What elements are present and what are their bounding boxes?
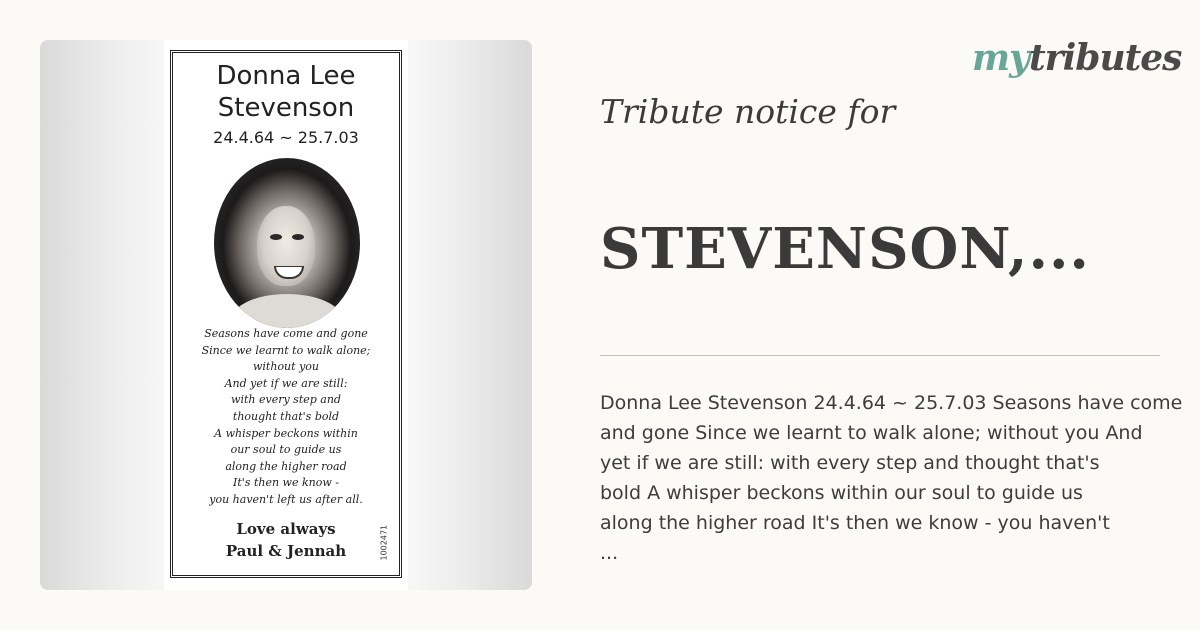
description-line: along the higher road It's then we know - you haven't bbox=[600, 512, 1110, 534]
poem-line: It's then we know - bbox=[233, 476, 339, 490]
page-title: STEVENSON,... bbox=[600, 216, 1090, 282]
description-line: bold A whisper beckons within our soul to guide us bbox=[600, 482, 1083, 504]
portrait-eye-left bbox=[270, 234, 282, 240]
portrait-eye-right bbox=[292, 234, 304, 240]
tribute-notice-kicker: Tribute notice for bbox=[600, 92, 896, 131]
notice-reference-code: 1002471 bbox=[379, 524, 389, 561]
divider bbox=[600, 355, 1160, 356]
poem-line: thought that's bold bbox=[232, 409, 340, 423]
poem-line: along the higher road bbox=[225, 459, 347, 473]
logo-suffix: tributes bbox=[1029, 37, 1182, 79]
poem-line: with every step and bbox=[231, 393, 341, 407]
notice-dates: 24.4.64 ~ 25.7.03 bbox=[213, 128, 359, 147]
portrait-shoulders bbox=[232, 294, 342, 328]
description-line: Donna Lee Stevenson 24.4.64 ~ 25.7.03 Seasons have come bbox=[600, 392, 1183, 414]
poem-line: And yet if we are still: bbox=[224, 376, 348, 390]
signoff-line-2: Paul & Jennah bbox=[225, 542, 347, 560]
poem-line: Seasons have come and gone bbox=[204, 327, 368, 340]
notice-poem bbox=[164, 326, 408, 509]
poem-line: without you bbox=[253, 360, 319, 374]
mytributes-logo[interactable] bbox=[972, 36, 1181, 80]
tribute-description bbox=[600, 388, 1192, 568]
notice-image-panel bbox=[40, 40, 532, 590]
tribute-notice-image bbox=[164, 40, 408, 590]
poem-line: you haven't left us after all. bbox=[209, 492, 363, 506]
description-line: yet if we are still: with every step and thought that's bbox=[600, 452, 1100, 474]
poem-line: A whisper beckons within bbox=[214, 426, 358, 440]
description-line: and gone Since we learnt to walk alone; without you And bbox=[600, 422, 1143, 444]
notice-name-line-2: Stevenson bbox=[217, 93, 355, 123]
description-line: ... bbox=[600, 542, 619, 564]
signoff-line-1: Love always bbox=[236, 520, 336, 538]
poem-line: our soul to guide us bbox=[230, 443, 342, 457]
logo-prefix: my bbox=[972, 37, 1030, 79]
notice-signoff bbox=[164, 518, 408, 562]
poem-line: Since we learnt to walk alone; bbox=[201, 343, 371, 357]
notice-name-line-1: Donna Lee bbox=[216, 61, 356, 91]
portrait-photo bbox=[214, 158, 360, 328]
